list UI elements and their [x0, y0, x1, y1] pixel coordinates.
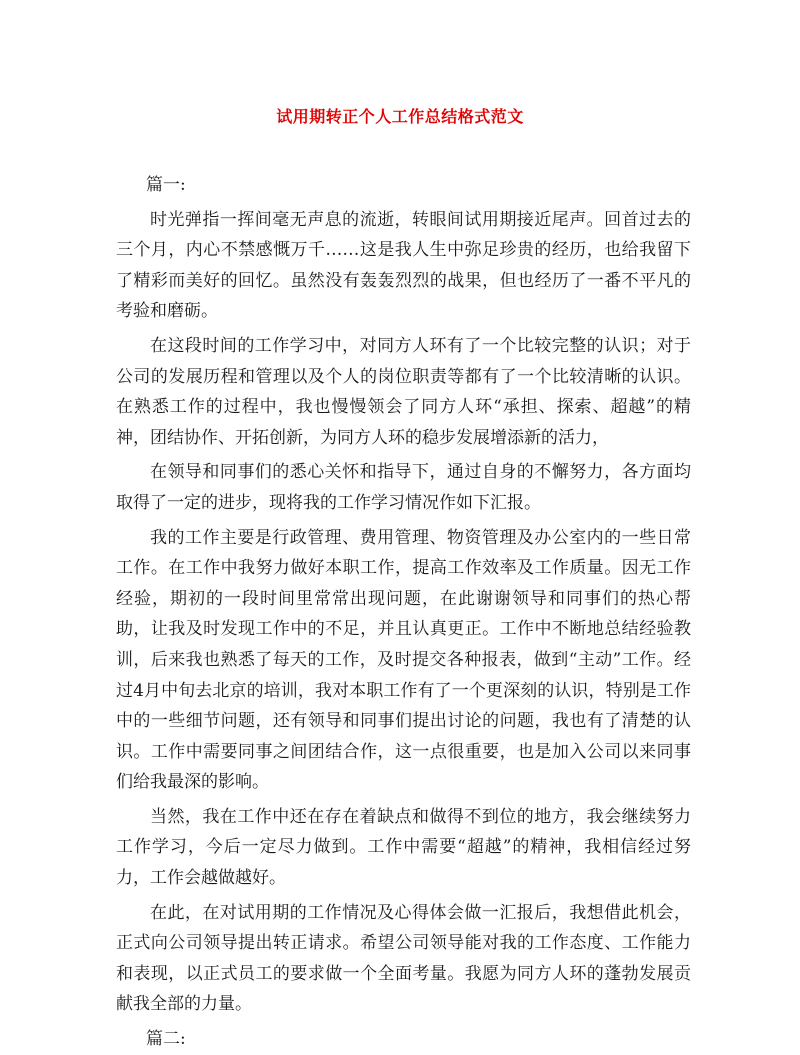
paragraph-6: 在此，在对试用期的工作情况及心得体会做一汇报后，我想借此机会，正式向公司领导提出转正请求。希望公司领导能对我的工作态度、工作能力和表现，以正式员工的要求做一个全面考量。我愿为同方人环的蓬勃发展贡献我全部的力量。	[116, 902, 691, 1015]
paragraph-2: 在这段时间的工作学习中，对同方人环有了一个比较完整的认识；对于公司的发展历程和管理以及个人的岗位职责等都有了一个比较清晰的认识。在熟悉工作的过程中，我也慢慢领会了同方人环“承担、探索、超越”的精神，团结协作、开拓创新，为同方人环的稳步发展增添新的活力，	[116, 335, 691, 448]
document-title: 试用期转正个人工作总结格式范文	[276, 107, 524, 126]
document-body	[116, 170, 691, 1055]
section-heading-2: 篇二:	[146, 1029, 186, 1050]
paragraph-3: 在领导和同事们的悉心关怀和指导下，通过自身的不懈努力，各方面均取得了一定的进步，现将我的工作学习情况作如下汇报。	[116, 462, 691, 513]
paragraph-4: 我的工作主要是行政管理、费用管理、物资管理及办公室内的一些日常工作。在工作中我努力做好本职工作，提高工作效率及工作质量。因无工作经验，期初的一段时间里常常出现问题，在此谢谢领导和同事们的热心帮助，让我及时发现工作中的不足，并且认真更正。工作中不断地总结经验教训，后来我也熟悉了每天的工作，及时提交各种报表，做到“主动”工作。经过4月中旬去北京的培训，我对本职工作有了一个更深刻的认识，特别是工作中的一些细节问题，还有领导和同事们提出讨论的问题，我也有了清楚的认识。工作中需要同事之间团结合作，这一点很重要，也是加入公司以来同事们给我最深的影响。	[116, 527, 691, 793]
paragraph-1: 时光弹指一挥间毫无声息的流逝，转眼间试用期接近尾声。回首过去的三个月，内心不禁感慨万千……这是我人生中弥足珍贵的经历，也给我留下了精彩而美好的回忆。虽然没有轰轰烈烈的战果，但也经历了一番不平凡的考验和磨砺。	[116, 209, 691, 322]
section-heading-1: 篇一:	[146, 175, 186, 195]
paragraph-5: 当然，我在工作中还在存在着缺点和做得不到位的地方，我会继续努力工作学习，今后一定尽力做到。工作中需要“超越”的精神，我相信经过努力，工作会越做越好。	[116, 806, 691, 889]
